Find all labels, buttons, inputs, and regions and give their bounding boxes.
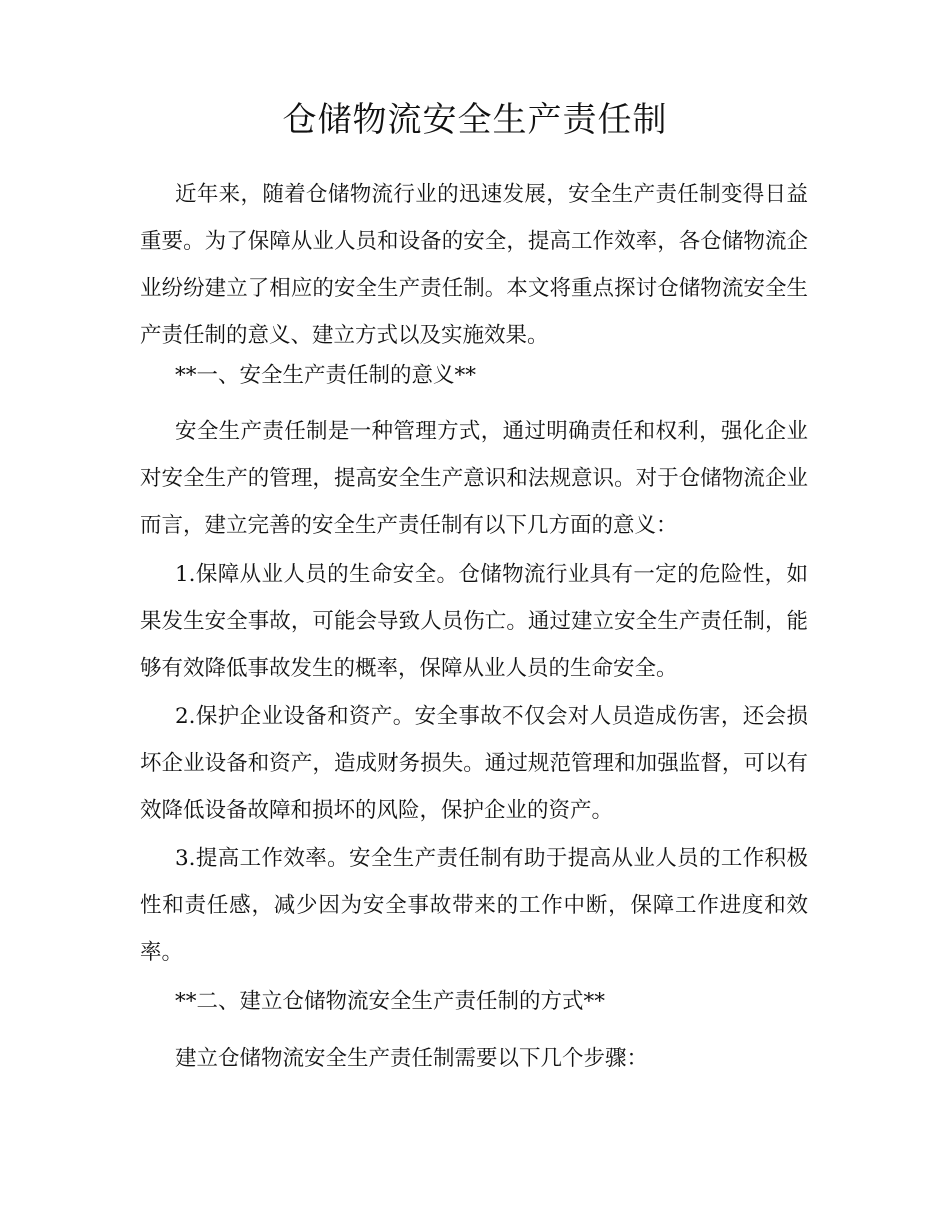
section-2-heading: **二、建立仓储物流安全生产责任制的方式** xyxy=(175,989,606,1014)
section-2-paragraph: 建立仓储物流安全生产责任制需要以下几个步骤： xyxy=(175,1046,649,1071)
section-1-heading: **一、安全生产责任制的意义** xyxy=(175,363,477,388)
point-3-paragraph: 3.提高工作效率。安全生产责任制有助于提高从业人员的工作积极性和责任感，减少因为安全事故带来的工作中断，保障工作进度和效率。 xyxy=(140,846,808,965)
document-title: 仓储物流安全生产责任制 xyxy=(282,100,668,140)
point-2-paragraph: 2.保护企业设备和资产。安全事故不仅会对人员造成伤害，还会损坏企业设备和资产，造成财务损失。通过规范管理和加强监督，可以有效降低设备故障和损坏的风险，保护企业的资产。 xyxy=(140,704,808,823)
point-1-paragraph: 1.保障从业人员的生命安全。仓储物流行业具有一定的危险性，如果发生安全事故，可能会导致人员伤亡。通过建立安全生产责任制，能够有效降低事故发生的概率，保障从业人员的生命安全。 xyxy=(140,562,808,681)
section-1-paragraph: 安全生产责任制是一种管理方式，通过明确责任和权利，强化企业对安全生产的管理，提高安全生产意识和法规意识。对于仓储物流企业而言，建立完善的安全生产责任制有以下几方面的意义： xyxy=(140,419,808,538)
intro-paragraph: 近年来，随着仓储物流行业的迅速发展，安全生产责任制变得日益重要。为了保障从业人员和设备的安全，提高工作效率，各仓储物流企业纷纷建立了相应的安全生产责任制。本文将重点探讨仓储物流安全生产责任制的意义、建立方式以及实施效果。 xyxy=(140,182,808,348)
